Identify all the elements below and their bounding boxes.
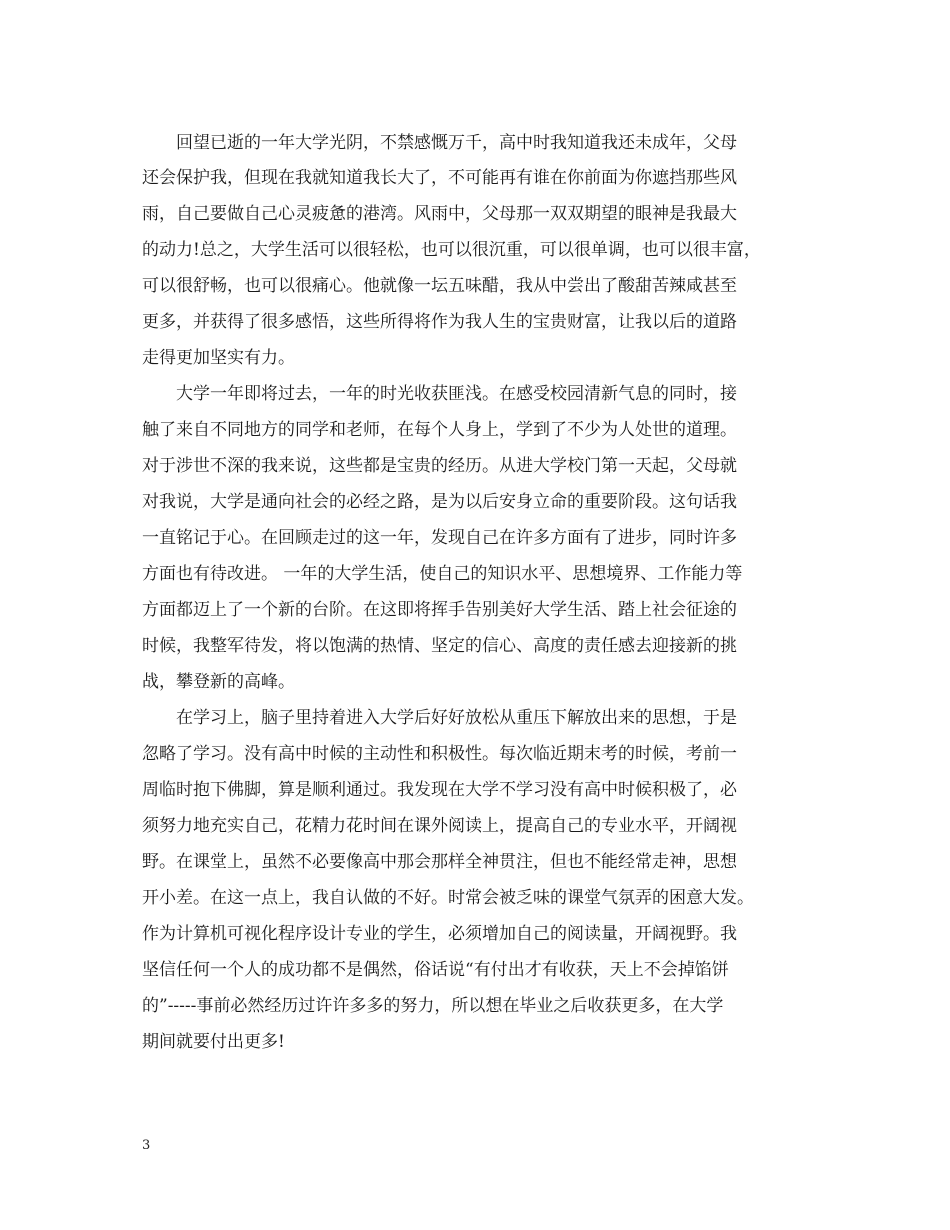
text-line: 对于涉世不深的我来说，这些都是宝贵的经历。从进大学校门第一天起，父母就 (142, 456, 737, 476)
text-line: 坚信任何一个人的成功都不是偶然，俗话说“有付出才有收获，天上不会掉馅饼 (142, 960, 729, 980)
text-line: 作为计算机可视化程序设计专业的学生，必须增加自己的阅读量，开阔视野。我 (142, 924, 737, 944)
text-line: 周临时抱下佛脚，算是顺利通过。我发现在大学不学习没有高中时候积极了，必 (142, 780, 737, 800)
text-line: 大学一年即将过去，一年的时光收获匪浅。在感受校园清新气息的同时，接 (142, 384, 737, 404)
text-line: 方面也有待改进。 一年的大学生活，使自己的知识水平、思想境界、工作能力等 (142, 564, 743, 584)
text-line: 对我说，大学是通向社会的必经之路，是为以后安身立命的重要阶段。这句话我 (142, 492, 737, 512)
text-line: 走得更加坚实有力。 (142, 348, 295, 368)
text-line: 的”-----事前必然经历过许许多多的努力，所以想在毕业之后收获更多，在大学 (142, 996, 724, 1016)
text-line: 忽略了学习。没有高中时候的主动性和积极性。每次临近期末考的时候，考前一 (142, 744, 737, 764)
text-line: 一直铭记于心。在回顾走过的这一年，发现自己在许多方面有了进步，同时许多 (142, 528, 737, 548)
text-line: 触了来自不同地方的同学和老师，在每个人身上，学到了不少为人处世的道理。 (142, 420, 737, 440)
text-line: 时候，我整军待发，将以饱满的热情、坚定的信心、高度的责任感去迎接新的挑 (142, 636, 737, 656)
text-line: 还会保护我，但现在我就知道我长大了，不可能再有谁在你前面为你遮挡那些风 (142, 168, 737, 188)
text-line: 的动力!总之，大学生活可以很轻松，也可以很沉重，可以很单调，也可以很丰富， (142, 240, 761, 260)
text-line: 战，攀登新的高峰。 (142, 672, 295, 692)
text-line: 可以很舒畅，也可以很痛心。他就像一坛五味醋，我从中尝出了酸甜苦辣咸甚至 (142, 276, 737, 296)
text-line: 方面都迈上了一个新的台阶。在这即将挥手告别美好大学生活、踏上社会征途的 (142, 600, 737, 620)
text-line: 开小差。在这一点上，我自认做的不好。时常会被乏味的课堂气氛弄的困意大发。 (142, 888, 754, 908)
text-line: 更多，并获得了很多感悟，这些所得将作为我人生的宝贵财富，让我以后的道路 (142, 312, 737, 332)
text-line: 期间就要付出更多! (142, 1032, 285, 1052)
page-number: 3 (142, 1138, 151, 1153)
text-line: 雨，自己要做自己心灵疲惫的港湾。风雨中，父母那一双双期望的眼神是我最大 (142, 204, 737, 224)
text-line: 须努力地充实自己，花精力花时间在课外阅读上，提高自己的专业水平，开阔视 (142, 816, 737, 836)
text-line: 在学习上，脑子里持着进入大学后好好放松从重压下解放出来的思想，于是 (142, 708, 737, 728)
text-line: 野。在课堂上，虽然不必要像高中那会那样全神贯注，但也不能经常走神，思想 (142, 852, 737, 872)
text-line: 回望已逝的一年大学光阴，不禁感慨万千，高中时我知道我还未成年，父母 (142, 133, 737, 153)
